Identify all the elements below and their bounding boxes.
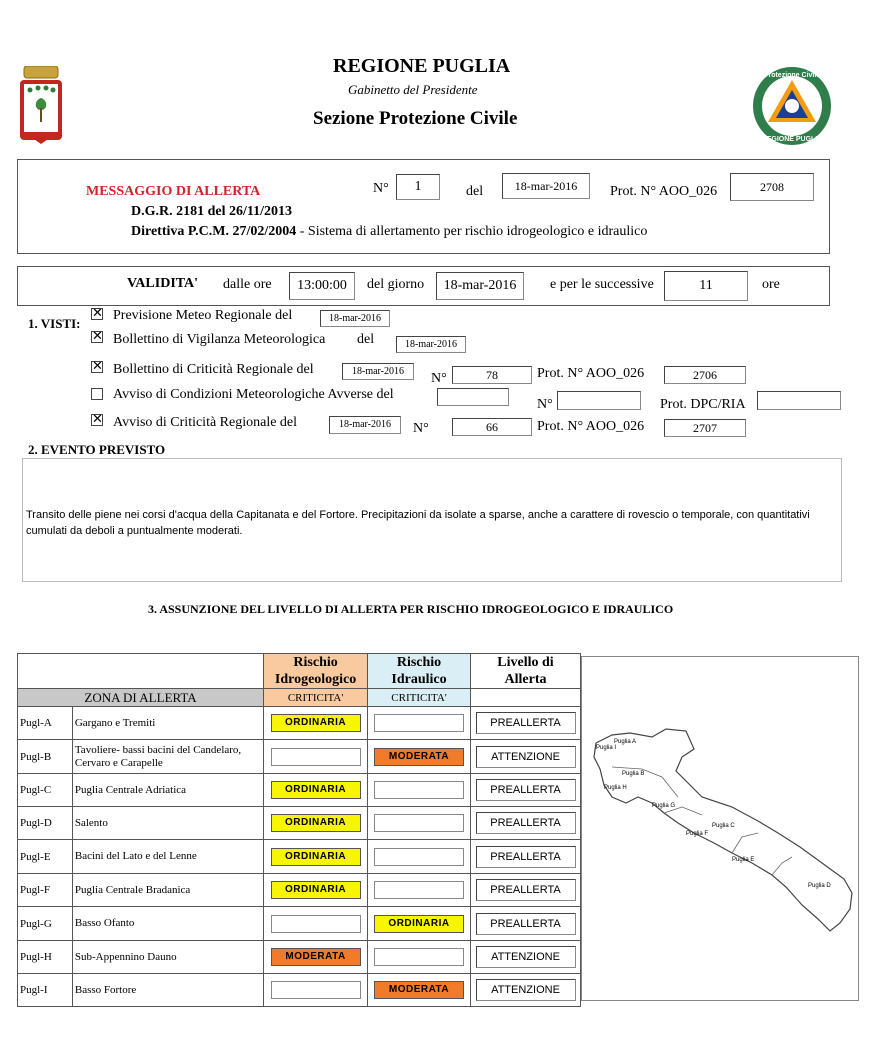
- zone-idra-criticita[interactable]: [374, 881, 464, 899]
- zone-level[interactable]: ATTENZIONE: [476, 746, 576, 768]
- zone-level-cell: [471, 707, 581, 740]
- zone-idra-cell: [368, 774, 471, 807]
- zone-idra-criticita[interactable]: [374, 781, 464, 799]
- zone-idra-criticita[interactable]: ORDINARIA: [374, 915, 464, 933]
- visti-date-avviso-meteo[interactable]: [437, 388, 509, 406]
- zone-idro-cell: [264, 974, 368, 1007]
- visti-label-avviso-meteo: Avviso di Condizioni Meteorologiche Avverse del: [113, 387, 394, 402]
- col-lvl-1: Livello di: [497, 655, 554, 670]
- logo-text-top: Protezione Civile: [763, 72, 821, 79]
- zone-name: Gargano e Tremiti: [72, 707, 263, 740]
- message-date-field[interactable]: 18-mar-2016: [502, 173, 590, 199]
- visti-prot-criticita[interactable]: 2706: [664, 366, 746, 384]
- zone-idra-criticita[interactable]: [374, 814, 464, 832]
- zone-name: Sub-Appennino Dauno: [72, 941, 263, 974]
- map-label-i: Puglia I: [596, 745, 617, 751]
- zone-level-cell: [471, 907, 581, 941]
- visti-date-avviso-criticita[interactable]: 18-mar-2016: [329, 416, 401, 434]
- table-row: [18, 907, 581, 941]
- section-title: Sezione Protezione Civile: [313, 108, 518, 129]
- zone-idro-criticita[interactable]: ORDINARIA: [271, 881, 361, 899]
- zone-idra-cell: [368, 907, 471, 941]
- zone-code: Pugl-E: [18, 840, 73, 874]
- visti-checkbox-criticita[interactable]: ✕: [92, 359, 103, 374]
- zone-level[interactable]: PREALLERTA: [476, 779, 576, 801]
- zone-level[interactable]: ATTENZIONE: [476, 946, 576, 968]
- zone-idro-criticita[interactable]: [271, 915, 361, 933]
- message-prot-label: Prot. N° AOO_026: [610, 184, 718, 199]
- zone-level[interactable]: PREALLERTA: [476, 846, 576, 868]
- zone-level-cell: [471, 974, 581, 1007]
- zone-code: Pugl-B: [18, 740, 73, 774]
- visti-checkbox-vigilanza[interactable]: ✕: [92, 329, 103, 344]
- visti-checkbox-meteo[interactable]: ✕: [92, 306, 103, 321]
- zone-name: Puglia Centrale Bradanica: [72, 874, 263, 907]
- zone-idro-criticita[interactable]: [271, 748, 361, 766]
- visti-label-vigilanza: Bollettino di Vigilanza Meteorologica: [113, 332, 326, 347]
- directive-bold: Direttiva P.C.M. 27/02/2004: [131, 224, 297, 239]
- crit-idra: CRITICITA': [368, 689, 471, 707]
- zone-level[interactable]: PREALLERTA: [476, 712, 576, 734]
- directive-rest: - Sistema di allertamento per rischio idrogeologico e idraulico: [296, 224, 648, 239]
- zone-idra-cell: [368, 874, 471, 907]
- zone-name: Salento: [72, 807, 263, 840]
- zone-name: Bacini del Lato e del Lenne: [72, 840, 263, 874]
- visti-n-avviso-criticita[interactable]: 66: [452, 418, 532, 436]
- zone-idro-cell: [264, 707, 368, 740]
- zone-code: Pugl-F: [18, 874, 73, 907]
- zone-idra-cell: [368, 807, 471, 840]
- zone-level-cell: [471, 874, 581, 907]
- zone-level[interactable]: PREALLERTA: [476, 913, 576, 935]
- visti-prot-label-avviso-criticita: Prot. N° AOO_026: [537, 419, 645, 434]
- table-corner: [18, 654, 264, 689]
- crit-level: [471, 689, 581, 707]
- visti-prot-label-avviso-meteo: Prot. DPC/RIA: [660, 397, 746, 412]
- visti-prot-avviso-criticita[interactable]: 2707: [664, 419, 746, 437]
- page-subtitle: Gabinetto del Presidente: [348, 82, 478, 97]
- validity-label: VALIDITA': [127, 276, 199, 291]
- zone-code: Pugl-A: [18, 707, 73, 740]
- map-label-c: Puglia C: [712, 823, 735, 829]
- table-row: [18, 974, 581, 1007]
- message-number-field[interactable]: 1: [396, 174, 440, 200]
- zone-idro-cell: [264, 774, 368, 807]
- evento-title: 2. EVENTO PREVISTO: [28, 442, 166, 457]
- puglia-map: [581, 656, 859, 1001]
- map-label-g: Puglia G: [652, 803, 676, 809]
- zone-idra-criticita[interactable]: [374, 714, 464, 732]
- zone-rows: [18, 707, 581, 1007]
- dgr-text: D.G.R. 2181 del 26/11/2013: [131, 204, 293, 219]
- table-row: [18, 807, 581, 840]
- regione-logo: [18, 66, 64, 146]
- message-prot-field[interactable]: 2708: [730, 173, 814, 201]
- crit-idro: CRITICITA': [264, 689, 368, 707]
- map-label-e: Puglia E: [732, 857, 755, 863]
- zone-idro-cell: [264, 840, 368, 874]
- validity-hours-field[interactable]: 11: [664, 271, 748, 301]
- visti-del-vigilanza: del: [357, 332, 375, 347]
- protezione-civile-logo: [752, 66, 832, 146]
- evento-textarea[interactable]: [22, 458, 842, 582]
- zone-idra-criticita[interactable]: MODERATA: [374, 981, 464, 999]
- map-label-b: Puglia B: [622, 771, 645, 777]
- zone-idra-criticita[interactable]: [374, 948, 464, 966]
- zone-name: Puglia Centrale Adriatica: [72, 774, 263, 807]
- col-header-idro: [264, 654, 368, 689]
- visti-n-label-avviso-criticita: N°: [413, 421, 429, 436]
- zone-level-cell: [471, 740, 581, 774]
- message-heading: MESSAGGIO DI ALLERTA: [86, 184, 261, 199]
- zone-code: Pugl-D: [18, 807, 73, 840]
- visti-label-avviso-criticita: Avviso di Criticità Regionale del: [113, 415, 298, 430]
- message-del-label: del: [466, 184, 484, 199]
- zone-idro-cell: [264, 907, 368, 941]
- zone-level[interactable]: ATTENZIONE: [476, 979, 576, 1001]
- col-idra-2: Idraulico: [391, 672, 447, 687]
- zone-idro-criticita[interactable]: ORDINARIA: [271, 714, 361, 732]
- zone-level[interactable]: PREALLERTA: [476, 812, 576, 834]
- zone-level-cell: [471, 941, 581, 974]
- zone-idro-cell: [264, 807, 368, 840]
- zone-idro-cell: [264, 740, 368, 774]
- evento-text: Transito delle piene nei corsi d'acqua della Capitanata e del Fortore. Precipitazioni da isolate a sparse, anche a carattere di rovescio o temporale, con quantitativi cumulati da deboli a puntualmente moderati.: [26, 509, 810, 537]
- col-lvl-2: Allerta: [504, 672, 547, 687]
- zone-idra-cell: [368, 941, 471, 974]
- validity-hours-label: ore: [762, 277, 780, 292]
- col-idra-1: Rischio: [396, 655, 442, 670]
- zone-name: Basso Fortore: [72, 974, 263, 1007]
- zone-idra-criticita[interactable]: [374, 848, 464, 866]
- zone-idro-cell: [264, 874, 368, 907]
- validity-next-label: e per le successive: [550, 277, 654, 292]
- zone-idra-criticita[interactable]: MODERATA: [374, 748, 464, 766]
- zone-table: [17, 653, 581, 1007]
- col-idro-1: Rischio: [293, 655, 338, 670]
- zone-code: Pugl-I: [18, 974, 73, 1007]
- visti-date-meteo[interactable]: 18-mar-2016: [320, 310, 390, 327]
- zone-name: Tavoliere- bassi bacini del Candelaro, Cervaro e Carapelle: [72, 740, 263, 774]
- col-header-level: [471, 654, 581, 689]
- col-idro-2: Idrogeologico: [274, 672, 357, 687]
- validity-day-field[interactable]: 18-mar-2016: [436, 272, 524, 300]
- zone-code: Pugl-C: [18, 774, 73, 807]
- zone-code: Pugl-G: [18, 907, 73, 941]
- page-title: REGIONE PUGLIA: [333, 55, 511, 77]
- zona-header: ZONA DI ALLERTA: [18, 689, 264, 707]
- table-row: [18, 840, 581, 874]
- zone-idro-criticita[interactable]: ORDINARIA: [271, 848, 361, 866]
- validity-day-label: del giorno: [367, 277, 425, 292]
- livello-title: 3. ASSUNZIONE DEL LIVELLO DI ALLERTA PER RISCHIO IDROGEOLOGICO E IDRAULICO: [148, 602, 674, 616]
- zone-idro-cell: [264, 941, 368, 974]
- zone-code: Pugl-H: [18, 941, 73, 974]
- visti-checkbox-avviso-meteo[interactable]: [91, 388, 103, 400]
- validity-from-label: dalle ore: [223, 277, 272, 292]
- table-row: [18, 941, 581, 974]
- logo-text-bottom: REGIONE PUGLIA: [761, 136, 823, 143]
- zone-idra-cell: [368, 840, 471, 874]
- visti-date-criticita[interactable]: 18-mar-2016: [342, 363, 414, 380]
- visti-n-criticita[interactable]: 78: [452, 366, 532, 384]
- zone-idra-cell: [368, 707, 471, 740]
- visti-prot-label-criticita: Prot. N° AOO_026: [537, 366, 645, 381]
- col-header-idra: [368, 654, 471, 689]
- zone-level-cell: [471, 807, 581, 840]
- table-row: [18, 874, 581, 907]
- visti-n-label-criticita: N°: [431, 371, 447, 386]
- visti-title: 1. VISTI:: [28, 316, 81, 331]
- zone-idro-criticita[interactable]: MODERATA: [271, 948, 361, 966]
- zone-idro-criticita[interactable]: ORDINARIA: [271, 781, 361, 799]
- zone-idra-cell: [368, 740, 471, 774]
- directive-text: [131, 224, 647, 240]
- zone-idro-criticita[interactable]: [271, 981, 361, 999]
- zone-idra-cell: [368, 974, 471, 1007]
- zone-idro-criticita[interactable]: ORDINARIA: [271, 814, 361, 832]
- table-row: [18, 774, 581, 807]
- message-number-label: N°: [373, 181, 389, 196]
- table-row: [18, 740, 581, 774]
- zone-name: Basso Ofanto: [72, 907, 263, 941]
- visti-label-criticita: Bollettino di Criticità Regionale del: [113, 362, 314, 377]
- zone-level-cell: [471, 840, 581, 874]
- visti-checkbox-avviso-criticita[interactable]: ✕: [92, 412, 103, 427]
- map-label-f: Puglia F: [686, 831, 709, 837]
- validity-time-field[interactable]: 13:00:00: [289, 272, 355, 300]
- visti-prot-avviso-meteo[interactable]: [757, 391, 841, 410]
- visti-n-avviso-meteo[interactable]: [557, 391, 641, 410]
- visti-label-meteo: Previsione Meteo Regionale del: [113, 308, 293, 323]
- zone-level-cell: [471, 774, 581, 807]
- table-row: [18, 707, 581, 740]
- visti-n-label-avviso-meteo: N°: [537, 397, 553, 412]
- map-label-h: Puglia H: [604, 785, 627, 791]
- map-label-d: Puglia D: [808, 883, 831, 889]
- map-label-a: Puglia A: [614, 739, 637, 745]
- zone-level[interactable]: PREALLERTA: [476, 879, 576, 901]
- visti-date-vigilanza[interactable]: 18-mar-2016: [396, 336, 466, 353]
